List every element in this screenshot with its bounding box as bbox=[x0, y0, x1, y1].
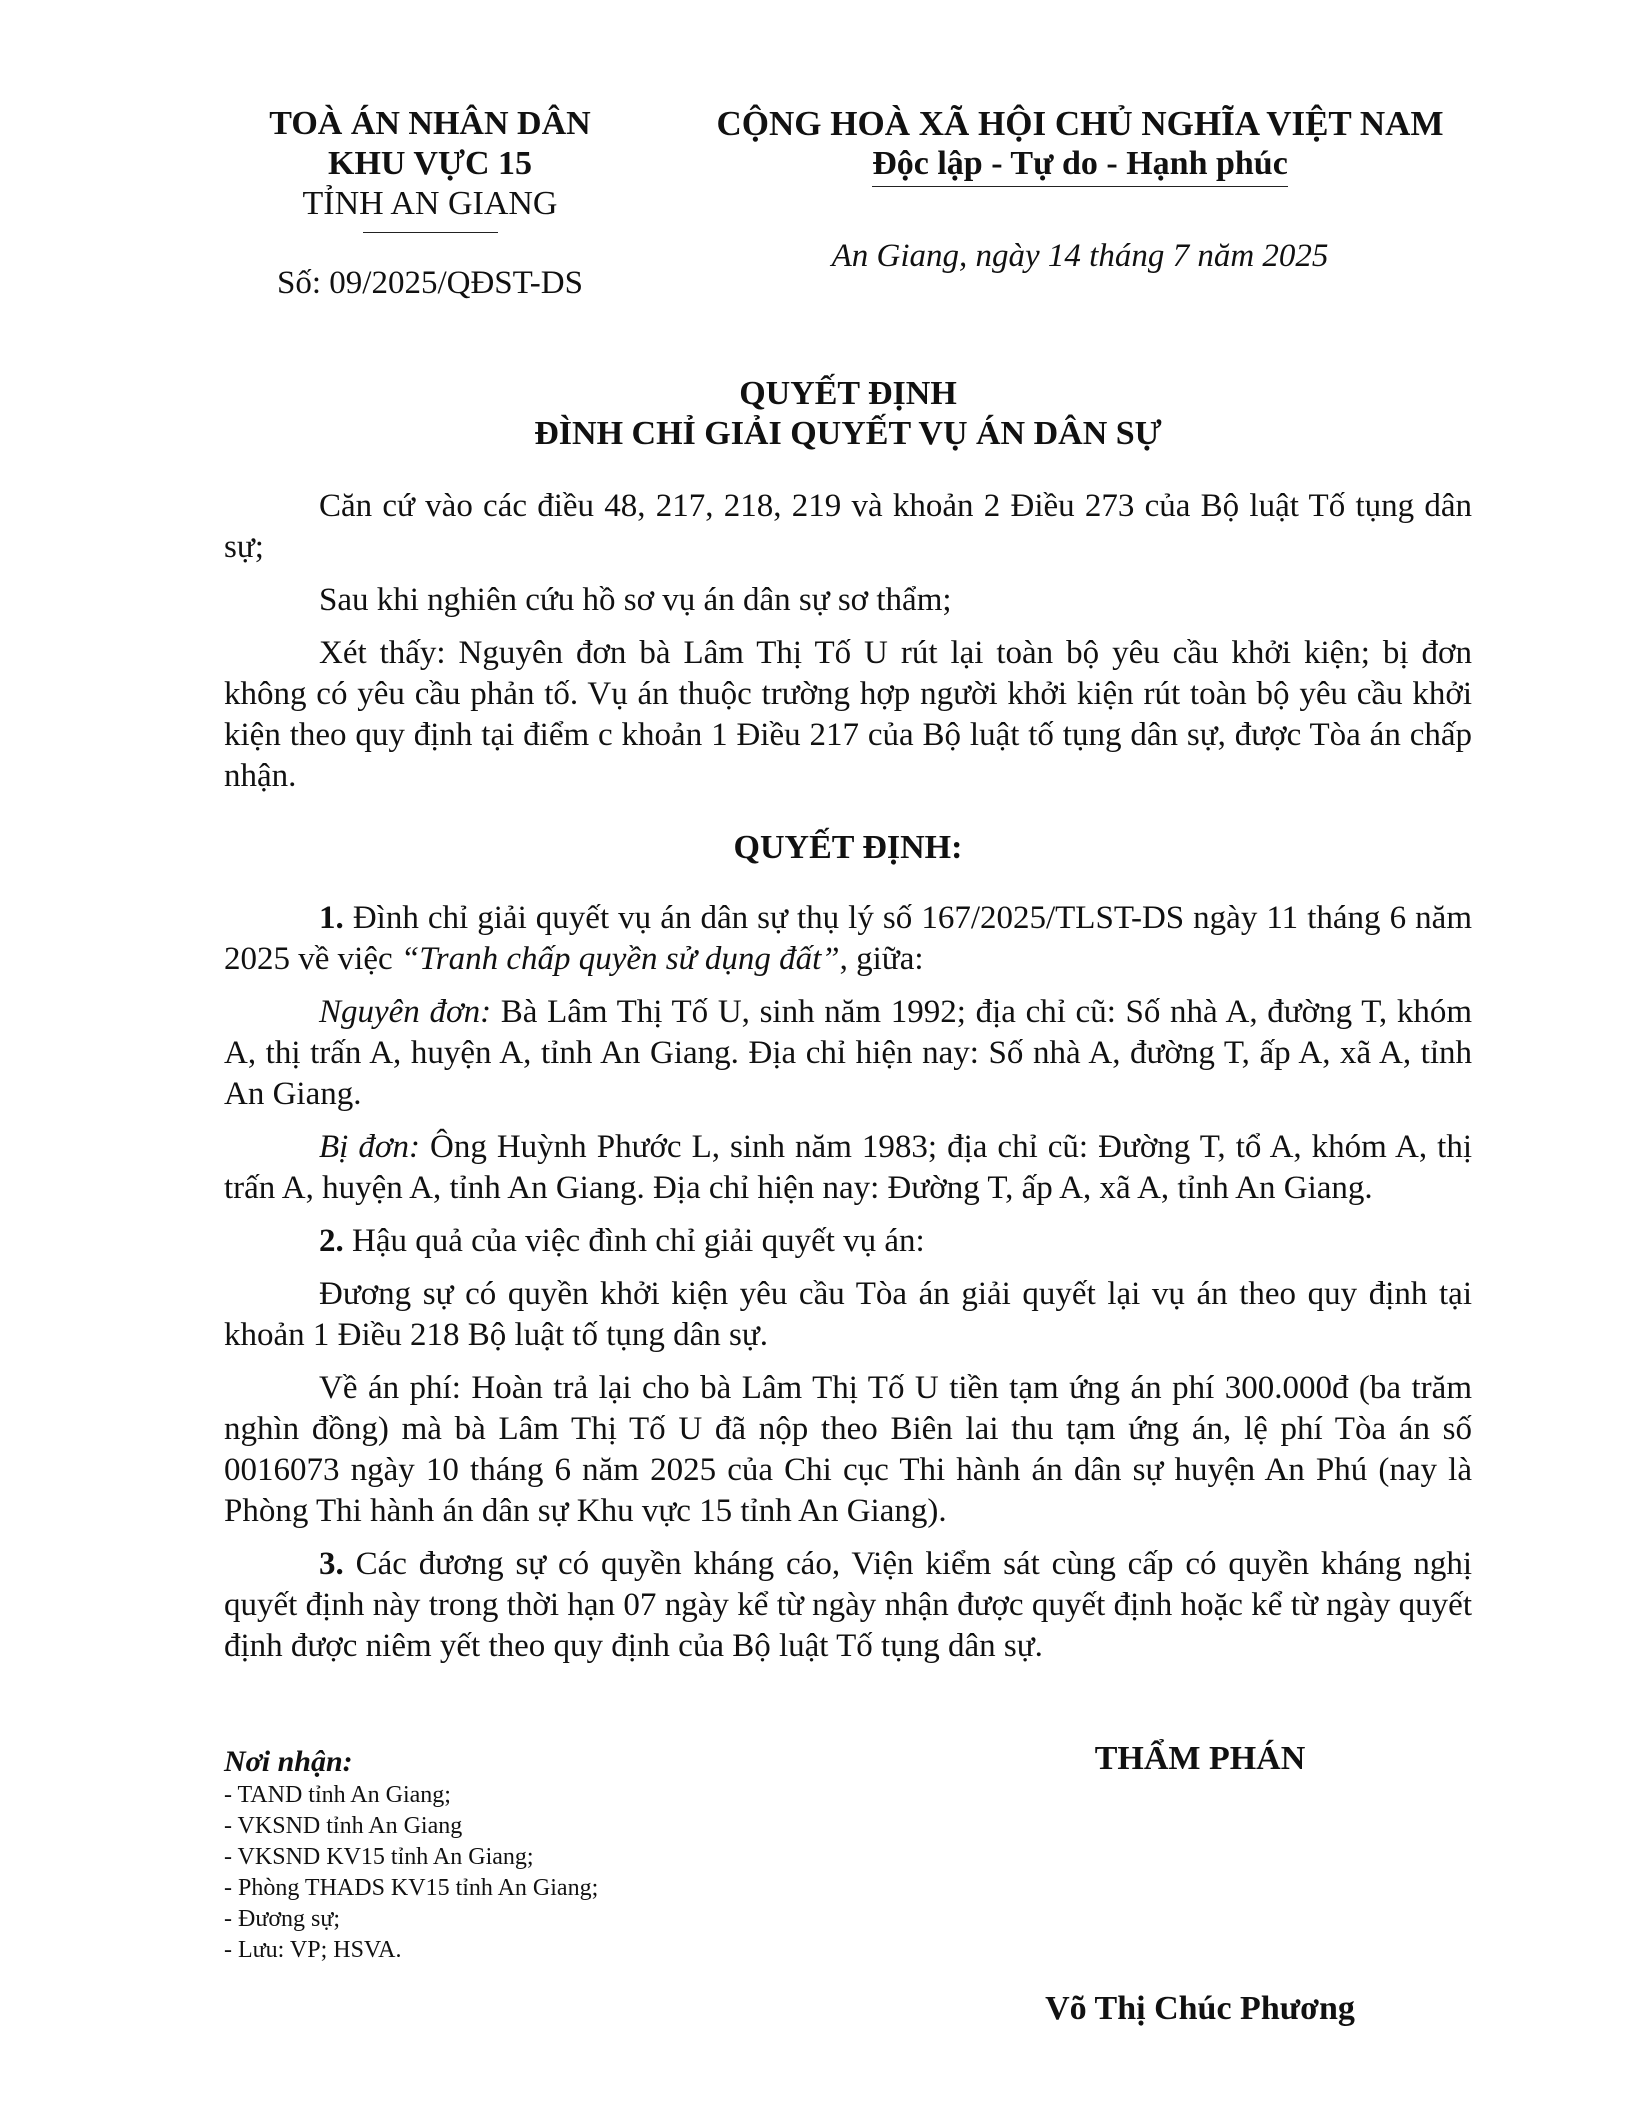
decision-item-1 bbox=[224, 898, 1472, 980]
decision-item-2 bbox=[224, 1221, 1472, 1262]
judge-title: THẨM PHÁN bbox=[1094, 1740, 1306, 1777]
findings-paragraph: Xét thấy: Nguyên đơn bà Lâm Thị Tố U rút lại toàn bộ yêu cầu khởi kiện; bị đơn không có yêu cầu phản tố. Vụ án thuộc trường hợp người khởi kiện rút toàn bộ yêu cầu khởi kiện theo quy định tại điểm c khoản 1 Điều 217 của Bộ luật tố tụng dân sự, được Tòa án chấp nhận. bbox=[224, 635, 1472, 794]
recipients-block bbox=[224, 1744, 844, 1966]
recipient-item: - Lưu: VP; HSVA. bbox=[224, 1937, 402, 1963]
decision-item-3 bbox=[224, 1544, 1472, 1667]
recipient-item: - VKSND KV15 tỉnh An Giang; bbox=[224, 1844, 534, 1870]
defendant-label: Bị đơn: bbox=[319, 1129, 420, 1165]
decision-body bbox=[224, 898, 1472, 1667]
item3-text: Các đương sự có quyền kháng cáo, Viện kiểm sát cùng cấp có quyền kháng nghị quyết định này trong thời hạn 07 ngày kể từ ngày nhận được quyết định hoặc kể từ ngày quyết định được niêm yết theo quy định của Bộ luật Tố tụng dân sự. bbox=[224, 1546, 1472, 1664]
recipient-item: - Phòng THADS KV15 tỉnh An Giang; bbox=[224, 1875, 599, 1901]
recipient-item: - TAND tỉnh An Giang; bbox=[224, 1782, 451, 1808]
decision-heading: QUYẾT ĐỊNH: bbox=[733, 829, 963, 866]
item1-text: Đình chỉ giải quyết vụ án dân sự thụ lý số 167/2025/TLST-DS ngày 11 tháng 6 năm 2025 về việc bbox=[224, 900, 1472, 977]
recipients-title: Nơi nhận: bbox=[224, 1745, 353, 1778]
place-date: An Giang, ngày 14 tháng 7 năm 2025 bbox=[831, 238, 1329, 274]
recipient-item: - VKSND tỉnh An Giang bbox=[224, 1813, 463, 1839]
plaintiff-paragraph bbox=[224, 992, 1472, 1115]
court-name: TOÀ ÁN NHÂN DÂN bbox=[269, 105, 591, 142]
document-number: Số: 09/2025/QĐST-DS bbox=[277, 265, 583, 301]
item1-tail: , giữa: bbox=[839, 941, 924, 977]
preamble bbox=[224, 486, 1472, 797]
nation-title: CỘNG HOÀ XÃ HỘI CHỦ NGHĨA VIỆT NAM bbox=[716, 104, 1444, 143]
review-paragraph: Sau khi nghiên cứu hồ sơ vụ án dân sự sơ thẩm; bbox=[319, 582, 952, 618]
defendant-paragraph bbox=[224, 1127, 1472, 1209]
judge-name: Võ Thị Chúc Phương bbox=[1045, 1990, 1355, 2027]
title-line2: ĐÌNH CHỈ GIẢI QUYẾT VỤ ÁN DÂN SỰ bbox=[534, 415, 1162, 452]
defendant-details: Ông Huỳnh Phước L, sinh năm 1983; địa chỉ cũ: Đường T, tổ A, khóm A, thị trấn A, huyện A, tỉnh An Giang. Địa chỉ hiện nay: Đường T, ấp A, xã A, tỉnh An Giang. bbox=[224, 1129, 1472, 1206]
court-header bbox=[230, 104, 630, 233]
legal-basis-paragraph: Căn cứ vào các điều 48, 217, 218, 219 và khoản 2 Điều 273 của Bộ luật Tố tụng dân sự; bbox=[224, 488, 1472, 565]
recipient-item: - Đương sự; bbox=[224, 1906, 341, 1932]
court-region: KHU VỰC 15 bbox=[328, 145, 532, 182]
item3-number: 3. bbox=[319, 1546, 344, 1582]
national-motto: Độc lập - Tự do - Hạnh phúc bbox=[872, 144, 1288, 187]
item1-number: 1. bbox=[319, 900, 344, 936]
nation-header bbox=[700, 104, 1460, 187]
plaintiff-details: Bà Lâm Thị Tố U, sinh năm 1992; địa chỉ cũ: Số nhà A, đường T, khóm A, thị trấn A, huyện A, tỉnh An Giang. Địa chỉ hiện nay: Số nhà A, đường T, ấp A, xã A, tỉnh An Giang. bbox=[224, 994, 1472, 1112]
item1-case-name: “Tranh chấp quyền sử dụng đất” bbox=[400, 941, 840, 977]
plaintiff-label: Nguyên đơn: bbox=[319, 994, 492, 1030]
court-province: TỈNH AN GIANG bbox=[302, 185, 558, 222]
consequence-paragraph: Đương sự có quyền khởi kiện yêu cầu Tòa án giải quyết lại vụ án theo quy định tại khoản 1 Điều 218 Bộ luật tố tụng dân sự. bbox=[224, 1276, 1472, 1353]
court-divider bbox=[363, 232, 498, 233]
item2-text: Hậu quả của việc đình chỉ giải quyết vụ án: bbox=[343, 1223, 925, 1259]
document-title bbox=[224, 374, 1472, 454]
item2-number: 2. bbox=[319, 1223, 344, 1259]
court-fee-paragraph: Về án phí: Hoàn trả lại cho bà Lâm Thị Tố U tiền tạm ứng án phí 300.000đ (ba trăm nghìn đồng) mà bà Lâm Thị Tố U đã nộp theo Biên lai thu tạm ứng án, lệ phí Tòa án số 0016073 ngày 10 tháng 6 năm 2025 của Chi cục Thi hành án dân sự huyện An Phú (nay là Phòng Thi hành án dân sự Khu vực 15 tỉnh An Giang). bbox=[224, 1370, 1472, 1529]
title-line1: QUYẾT ĐỊNH bbox=[739, 375, 957, 412]
